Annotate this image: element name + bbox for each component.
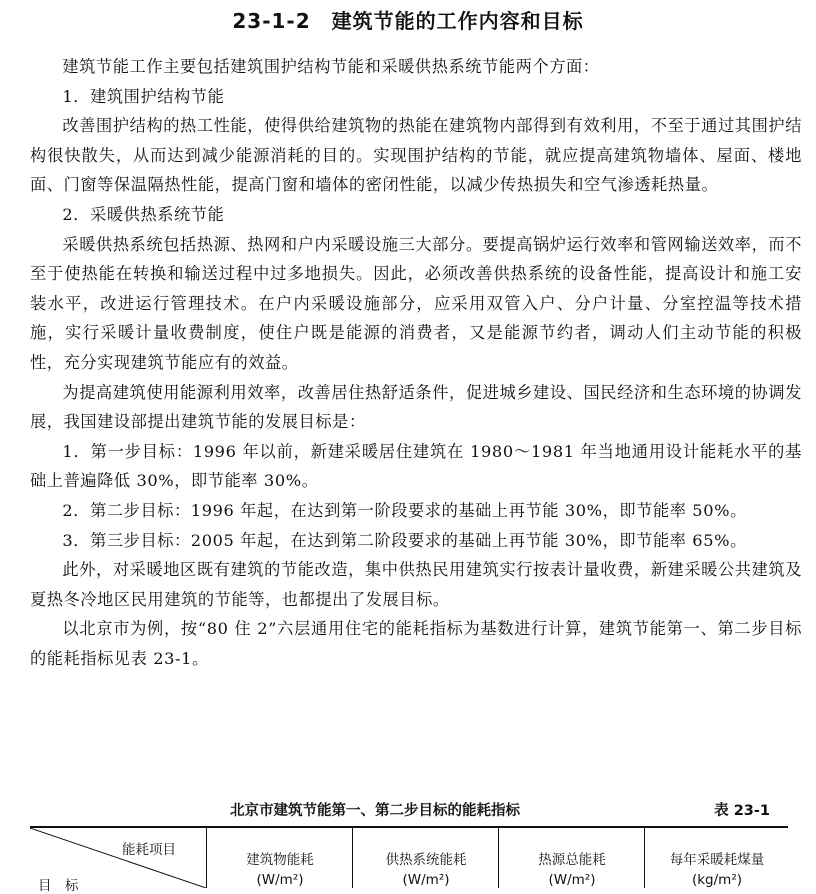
corner-header-top: 能耗项目 bbox=[122, 842, 176, 858]
paragraph: 1．第一步目标：1996 年以前，新建采暖居住建筑在 1980～1981 年当地通用设计能耗水平的基础上普遍降低 30%，即节能率 30%。 bbox=[30, 441, 802, 491]
column-unit: (kg/m²) bbox=[691, 872, 743, 888]
table-number: 表 23-1 bbox=[714, 803, 770, 819]
column-label: 热源总能耗 bbox=[538, 852, 606, 868]
table-header-cell bbox=[498, 828, 645, 888]
body-text bbox=[30, 52, 802, 673]
table-corner-header bbox=[30, 828, 206, 894]
corner-header-bottom: 目 标 bbox=[38, 878, 79, 894]
column-label: 供热系统能耗 bbox=[385, 852, 467, 868]
table-title: 北京市建筑节能第一、第二步目标的能耗指标 bbox=[230, 803, 520, 819]
paragraph: 以北京市为例，按“80 住 2”六层通用住宅的能耗指标为基数进行计算，建筑节能第一、第二步目标的能耗指标见表 23-1。 bbox=[30, 619, 802, 668]
section-title: 23-1-2 建筑节能的工作内容和目标 bbox=[232, 9, 584, 33]
table-header-cell bbox=[644, 828, 789, 888]
paragraph: 此外，对采暖地区既有建筑的节能改造，集中供热民用建筑实行按表计量收费，新建采暖公共建筑及夏热冬冷地区民用建筑的节能等，也都提出了发展目标。 bbox=[30, 560, 802, 609]
paragraph: 1．建筑围护结构节能 bbox=[62, 86, 225, 106]
paragraph: 3．第三步目标：2005 年起，在达到第二阶段要求的基础上再节能 30%，即节能率 65%。 bbox=[62, 530, 747, 550]
column-unit: (W/m²) bbox=[256, 872, 304, 888]
column-label: 建筑物能耗 bbox=[246, 852, 314, 868]
column-unit: (W/m²) bbox=[548, 872, 596, 888]
column-unit: (W/m²) bbox=[402, 872, 450, 888]
paragraph: 建筑节能工作主要包括建筑围护结构节能和采暖供热系统节能两个方面： bbox=[62, 57, 600, 76]
table-header-cell bbox=[352, 828, 499, 888]
table-caption bbox=[30, 796, 770, 822]
paragraph: 改善围护结构的热工性能，使得供给建筑物的热能在建筑物内部得到有效利用，不至于通过其围护结构很快散失，从而达到减少能源消耗的目的。实现围护结构的节能，就应提高建筑物墙体、屋面、楼地面、门窗等保温隔热性能，提高门窗和墙体的密闭性能，以减少传热损失和空气渗透耗热量。 bbox=[30, 116, 802, 195]
paragraph: 采暖供热系统包括热源、热网和户内采暖设施三大部分。要提高锅炉运行效率和管网输送效率，而不至于使热能在转换和输送过程中过多地损失。因此，必须改善供热系统的设备性能，提高设计和施工安装水平，改进运行管理技术。在户内采暖设施部分，应采用双管入户、分户计量、分室控温等技术措施，实行采暖计量收费制度，使住户既是能源的消费者，又是能源节约者，调动人们主动节能的积极性，充分实现建筑节能应有的效益。 bbox=[30, 234, 802, 372]
paragraph: 2．采暖供热系统节能 bbox=[62, 204, 225, 224]
paragraph: 为提高建筑使用能源利用效率，改善居住热舒适条件，促进城乡建设、国民经济和生态环境的协调发展，我国建设部提出建筑节能的发展目标是： bbox=[30, 382, 802, 432]
table-header-cell bbox=[206, 828, 353, 888]
column-label: 每年采暖耗煤量 bbox=[669, 852, 765, 868]
paragraph: 2．第二步目标：1996 年起，在达到第一阶段要求的基础上再节能 30%，即节能率 50%。 bbox=[62, 500, 747, 520]
